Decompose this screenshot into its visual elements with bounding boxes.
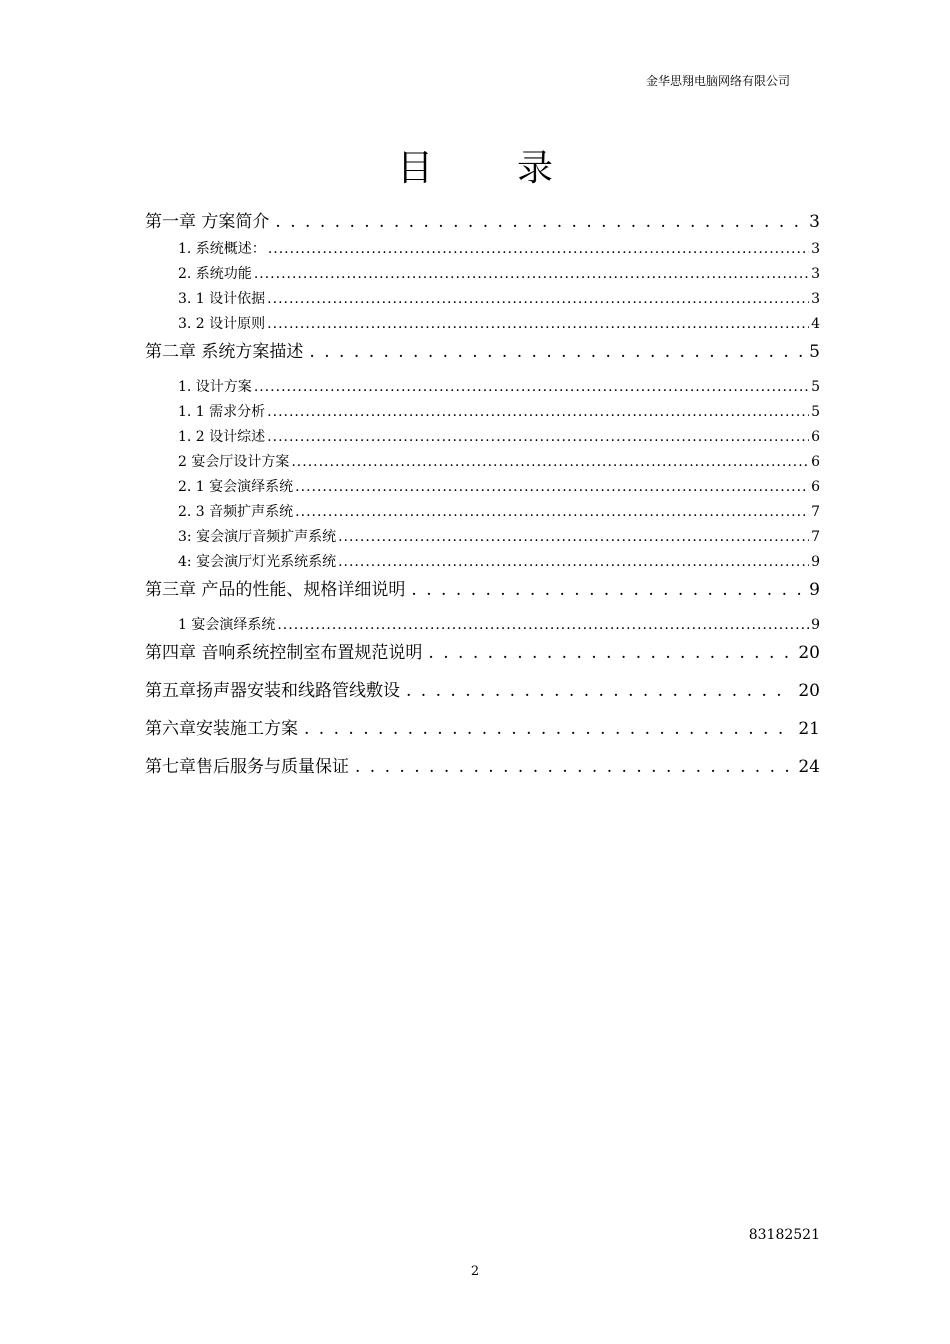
toc-dot-leader <box>428 638 792 668</box>
toc-chapter-entry[interactable] <box>145 337 820 375</box>
toc-entry-page: 3 <box>811 266 820 282</box>
toc-entry-label: 2 宴会厅设计方案 <box>178 454 290 470</box>
toc-dot-leader <box>304 714 792 744</box>
toc-section-entry[interactable] <box>145 287 820 312</box>
toc-section-entry[interactable] <box>145 550 820 575</box>
page-title <box>0 140 950 191</box>
toc-entry-page: 6 <box>811 479 820 495</box>
toc-entry-label: 1. 1 需求分析 <box>178 404 266 420</box>
toc-entry-label: 3. 1 设计依据 <box>178 291 266 307</box>
toc-entry-label: 第六章安装施工方案 <box>145 719 298 739</box>
toc-section-entry[interactable] <box>145 450 820 475</box>
toc-chapter-entry[interactable] <box>145 207 820 237</box>
toc-dot-leader <box>268 237 809 262</box>
toc-entry-label: 1. 2 设计综述 <box>178 429 266 445</box>
toc-entry-label: 1. 设计方案 <box>178 379 252 395</box>
toc-entry-page: 24 <box>798 757 820 777</box>
toc-entry-label: 1 宴会演绎系统 <box>178 617 276 633</box>
toc-entry-label: 4: 宴会演厅灯光系统系统 <box>178 554 337 570</box>
toc-entry-label: 第五章扬声器安装和线路管线敷设 <box>145 681 400 701</box>
toc-dot-leader <box>291 450 809 475</box>
toc-entry-page: 6 <box>811 429 820 445</box>
page-number: 2 <box>470 1264 480 1279</box>
toc-entry-page: 9 <box>809 580 820 600</box>
toc-entry-page: 9 <box>811 617 820 633</box>
toc-section-entry[interactable] <box>145 500 820 525</box>
toc-entry-page: 20 <box>798 643 820 663</box>
toc-entry-label: 第四章 音响系统控制室布置规范说明 <box>145 643 423 663</box>
toc-section-entry[interactable] <box>145 613 820 638</box>
toc-entry-page: 7 <box>811 529 820 545</box>
table-of-contents <box>145 207 820 790</box>
toc-dot-leader <box>295 475 809 500</box>
toc-dot-leader <box>267 312 809 337</box>
toc-section-entry[interactable] <box>145 262 820 287</box>
toc-entry-label: 2. 1 宴会演绎系统 <box>178 479 294 495</box>
toc-section-entry[interactable] <box>145 400 820 425</box>
toc-entry-page: 9 <box>811 554 820 570</box>
toc-entry-page: 5 <box>809 342 820 362</box>
toc-section-entry[interactable] <box>145 475 820 500</box>
toc-section-entry[interactable] <box>145 237 820 262</box>
toc-entry-label: 第三章 产品的性能、规格详细说明 <box>145 580 406 600</box>
toc-dot-leader <box>277 613 809 638</box>
toc-chapter-entry[interactable] <box>145 676 820 714</box>
title-char-2: 录 <box>517 148 554 189</box>
toc-entry-label: 第一章 方案简介 <box>145 212 270 232</box>
toc-section-entry[interactable] <box>145 312 820 337</box>
toc-dot-leader <box>254 375 809 400</box>
toc-entry-label: 3. 2 设计原则 <box>178 316 266 332</box>
toc-dot-leader <box>309 337 803 367</box>
toc-dot-leader <box>267 287 809 312</box>
toc-dot-leader <box>411 575 803 605</box>
toc-section-entry[interactable] <box>145 425 820 450</box>
toc-dot-leader <box>254 262 809 287</box>
toc-dot-leader <box>338 550 809 575</box>
toc-section-entry[interactable] <box>145 375 820 400</box>
toc-entry-label: 第七章售后服务与质量保证 <box>145 757 349 777</box>
toc-entry-page: 21 <box>798 719 820 739</box>
header-company: 金华思翔电脑网络有限公司 <box>645 74 790 88</box>
toc-entry-page: 6 <box>811 454 820 470</box>
toc-entry-page: 20 <box>798 681 820 701</box>
toc-entry-page: 7 <box>811 504 820 520</box>
toc-entry-page: 4 <box>811 316 820 332</box>
toc-entry-label: 3: 宴会演厅音频扩声系统 <box>178 529 337 545</box>
footer-number: 83182521 <box>748 1227 820 1243</box>
toc-dot-leader <box>355 752 792 782</box>
toc-dot-leader <box>275 207 803 237</box>
toc-entry-label: 第二章 系统方案描述 <box>145 342 304 362</box>
toc-entry-label: 2. 系统功能 <box>178 266 252 282</box>
toc-entry-page: 3 <box>811 241 820 257</box>
toc-entry-label: 2. 3 音频扩声系统 <box>178 504 294 520</box>
toc-dot-leader <box>338 525 809 550</box>
toc-entry-page: 5 <box>811 404 820 420</box>
toc-chapter-entry[interactable] <box>145 575 820 613</box>
toc-chapter-entry[interactable] <box>145 714 820 752</box>
toc-entry-page: 3 <box>809 212 820 232</box>
toc-dot-leader <box>295 500 809 525</box>
toc-dot-leader <box>267 400 809 425</box>
toc-entry-page: 5 <box>811 379 820 395</box>
toc-chapter-entry[interactable] <box>145 752 820 790</box>
toc-entry-page: 3 <box>811 291 820 307</box>
title-char-1: 目 <box>396 148 433 189</box>
toc-dot-leader <box>406 676 792 706</box>
toc-section-entry[interactable] <box>145 525 820 550</box>
toc-dot-leader <box>267 425 809 450</box>
toc-entry-label: 1. 系统概述： <box>178 241 266 257</box>
toc-chapter-entry[interactable] <box>145 638 820 676</box>
